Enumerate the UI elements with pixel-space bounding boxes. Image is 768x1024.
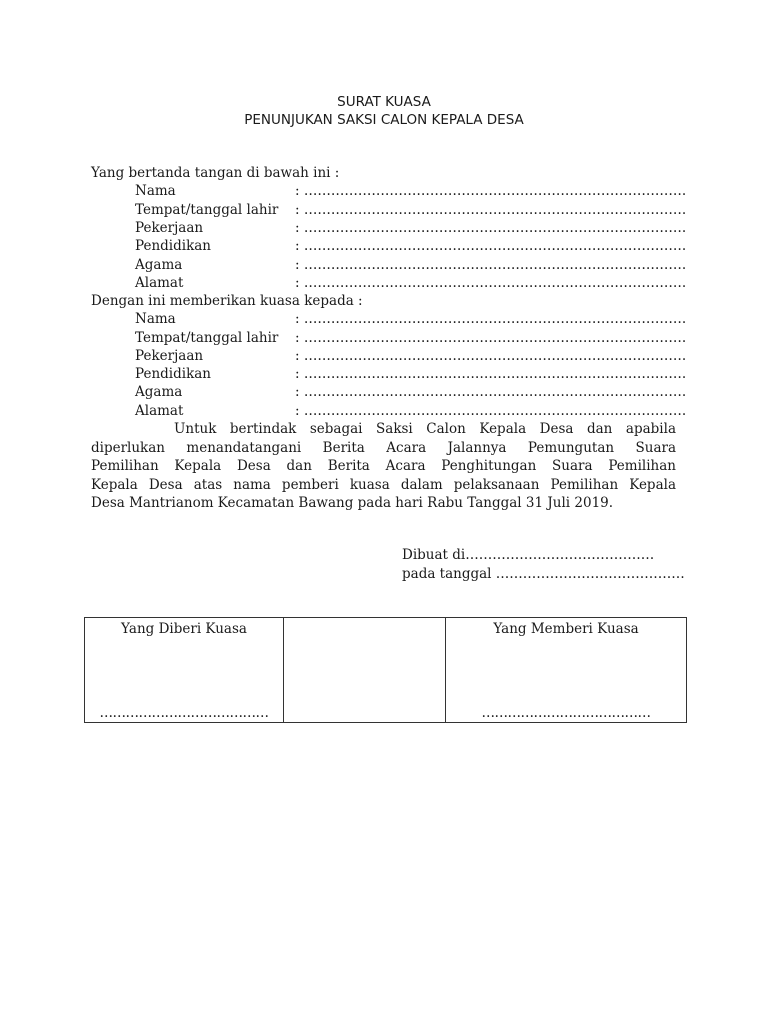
middle-cell [284, 618, 446, 723]
s1-value-alamat: : …………………………………………………………………………. [295, 275, 687, 291]
s1-label-nama: Nama [135, 183, 176, 199]
grantee-signature-line: ………………………………… [99, 705, 269, 721]
s2-value-agama: : …………………………………………………………………………. [295, 384, 687, 400]
s2-label-nama: Nama [135, 311, 176, 327]
signature-table [84, 617, 687, 723]
s2-label-pendidikan: Pendidikan [135, 366, 212, 382]
s1-value-ttl: : …………………………………………………………………………. [295, 202, 687, 218]
s1-label-alamat: Alamat [135, 275, 184, 291]
s2-value-nama: : …………………………………………………………………………. [295, 311, 687, 327]
body-line: Kepala Desa atas nama pemberi kuasa dalam pelaksanaan Pemilihan Kepala [91, 476, 676, 493]
s1-value-agama: : …………………………………………………………………………. [295, 257, 687, 273]
grantor-signature-line: ………………………………… [481, 705, 651, 721]
grantor-header: Yang Memberi Kuasa [493, 621, 639, 637]
body-paragraph [91, 420, 676, 513]
grantee-cell [85, 618, 284, 723]
s1-label-ttl: Tempat/tanggal lahir [135, 202, 279, 218]
s1-label-agama: Agama [135, 257, 183, 273]
signature-date: pada tanggal …………………………………… [402, 566, 685, 582]
s1-label-pendidikan: Pendidikan [135, 238, 212, 254]
grantee-header: Yang Diberi Kuasa [121, 621, 247, 637]
body-line: Desa Mantrianom Kecamatan Bawang pada hari Rabu Tanggal 31 Juli 2019. [91, 495, 614, 512]
s2-value-ttl: : …………………………………………………………………………. [295, 330, 687, 346]
s2-label-ttl: Tempat/tanggal lahir [135, 330, 279, 346]
body-line: Pemilihan Kepala Desa dan Berita Acara Penghitungan Suara Pemilihan [91, 458, 676, 475]
section2-intro: Dengan ini memberikan kuasa kepada : [91, 293, 363, 309]
s1-label-pekerjaan: Pekerjaan [135, 220, 204, 236]
signature-place: Dibuat di…………………………………… [402, 547, 655, 563]
grantor-cell [446, 618, 687, 723]
body-line: diperlukan menandatangani Berita Acara Jalannya Pemungutan Suara [91, 439, 676, 456]
section1-intro: Yang bertanda tangan di bawah ini : [91, 165, 340, 181]
s1-value-pekerjaan: : …………………………………………………………………………. [295, 220, 687, 236]
s2-label-alamat: Alamat [135, 403, 184, 419]
s1-value-nama: : …………………………………………………………………………. [295, 183, 687, 199]
document-title: SURAT KUASA [337, 94, 431, 110]
document-subtitle: PENUNJUKAN SAKSI CALON KEPALA DESA [244, 112, 524, 128]
s2-value-pendidikan: : …………………………………………………………………………. [295, 366, 687, 382]
s2-label-agama: Agama [135, 384, 183, 400]
body-line: Untuk bertindak sebagai Saksi Calon Kepala Desa dan apabila [174, 421, 676, 437]
s1-value-pendidikan: : …………………………………………………………………………. [295, 238, 687, 254]
s2-value-pekerjaan: : …………………………………………………………………………. [295, 348, 687, 364]
s2-label-pekerjaan: Pekerjaan [135, 348, 204, 364]
s2-value-alamat: : …………………………………………………………………………. [295, 403, 687, 419]
